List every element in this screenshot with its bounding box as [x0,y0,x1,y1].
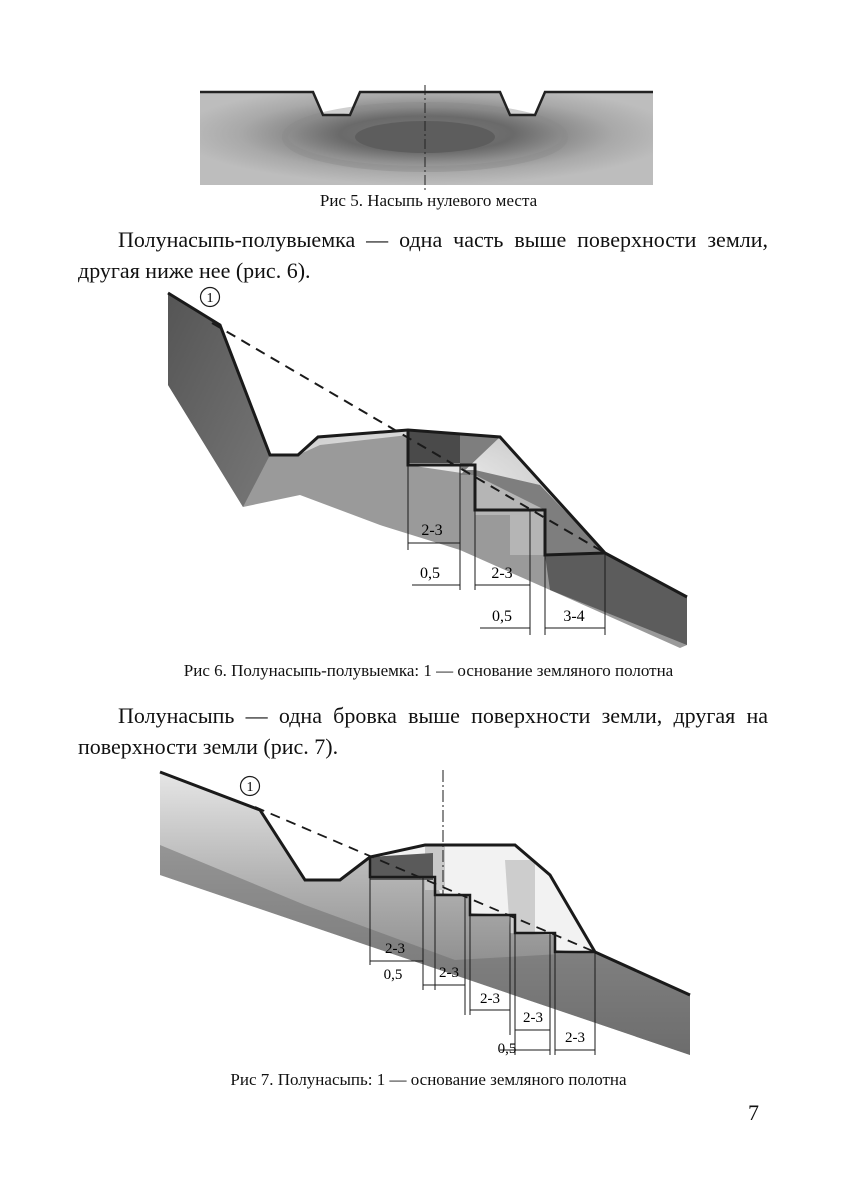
dim-label: 2-3 [565,1030,585,1046]
dim-label: 2-3 [439,965,459,981]
dim-label: 0,5 [383,967,403,983]
dim-label: 2-3 [491,565,513,582]
figure-6-half-embankment-half-cut [150,285,695,655]
dim-label: 0,5 [497,1041,517,1057]
dim-label: 3-4 [563,608,585,625]
dim-label: 0,5 [420,565,440,582]
page-number: 7 [748,1100,759,1125]
paragraph-half-embankment: Полунасыпь — одна бровка выше поверхности земли, другая на поверхности земли (рис. 7). [78,703,768,759]
dim-label: 2-3 [385,941,405,957]
dim-label: 0,5 [492,608,512,625]
figure-5-embankment [195,85,657,190]
marker-1-label: 1 [206,291,214,306]
dim-label: 2-3 [480,991,500,1007]
figure-7-caption: Рис 7. Полунасыпь: 1 — основание земляного полотна [230,1070,627,1089]
paragraph-half-embankment-half-cut: Полунасыпь-полувыемка — одна часть выше поверхности земли, другая ниже нее (рис. 6). [78,227,768,283]
dim-label: 2-3 [421,522,443,539]
dim-label: 2-3 [523,1010,543,1026]
marker-1-label: 1 [246,780,254,795]
figure-5-caption: Рис 5. Насыпь нулевого места [319,191,538,210]
figure-6-caption: Рис 6. Полунасыпь-полувыемка: 1 — основание земляного полотна [183,661,674,680]
figure-7-half-embankment [155,765,695,1065]
